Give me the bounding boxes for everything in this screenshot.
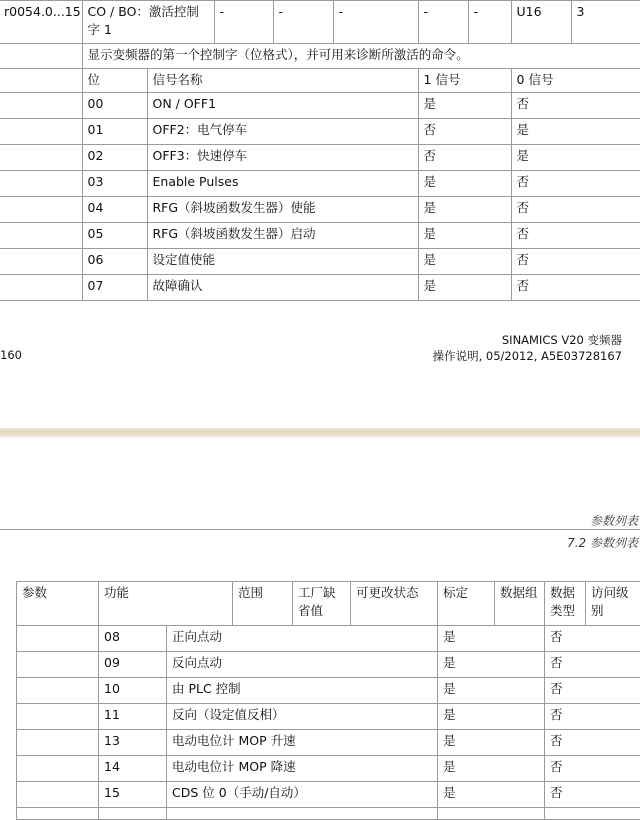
table-row (0, 197, 640, 223)
signal-cell: 反向点动 (167, 652, 438, 678)
description: 显示变频器的第一个控制字（位格式），并可用来诊断所激活的命令。 (82, 44, 640, 69)
function-cell: CO / BO：激活控制字 1 (82, 1, 214, 44)
zero-cell: 否 (545, 782, 640, 808)
manual-info: 操作说明, 05/2012, A5E03728167 (433, 348, 622, 364)
subsection-title: 7.2 参数列表 (567, 534, 638, 551)
signal-cell: CDS 位 0（手动/自动） (167, 782, 438, 808)
top-parameter-table (0, 0, 640, 301)
signal-cell: 电动电位计 MOP 升速 (167, 730, 438, 756)
bit-cell: 13 (99, 730, 167, 756)
col-data-type: 数据类型 (545, 582, 586, 626)
zero-cell: 否 (545, 678, 640, 704)
bottom-parameter-table (16, 581, 640, 820)
table-row (0, 223, 640, 249)
signal-cell: 电动电位计 MOP 降速 (167, 756, 438, 782)
signal-cell: Enable Pulses (147, 171, 418, 197)
table-row (17, 652, 640, 678)
one-cell: 是 (438, 756, 545, 782)
table-row (0, 249, 640, 275)
bit-cell: 10 (99, 678, 167, 704)
table-row (17, 756, 640, 782)
change-state-cell: - (333, 1, 418, 44)
table-row (0, 119, 640, 145)
signal-cell: ON / OFF1 (147, 93, 418, 119)
zero-cell: 否 (545, 730, 640, 756)
bit-cell: 03 (82, 171, 147, 197)
one-cell: 是 (418, 93, 511, 119)
col-default: 工厂缺省值 (293, 582, 351, 626)
zero-cell: 是 (511, 145, 640, 171)
one-cell: 是 (438, 730, 545, 756)
one-cell: 是 (418, 275, 511, 301)
bit-cell: 01 (82, 119, 147, 145)
header-rule (0, 529, 640, 530)
zero-cell: 否 (511, 223, 640, 249)
signal-cell: 设定值使能 (147, 249, 418, 275)
bit-cell: 08 (99, 626, 167, 652)
signal-cell: 由 PLC 控制 (167, 678, 438, 704)
signal-cell: 故障确认 (147, 275, 418, 301)
product-name: SINAMICS V20 变频器 (502, 332, 622, 348)
table-row (17, 782, 640, 808)
page-number: 160 (0, 348, 22, 362)
header-bit: 位 (82, 69, 147, 93)
signal-cell: RFG（斜坡函数发生器）使能 (147, 197, 418, 223)
bit-cell: 05 (82, 223, 147, 249)
table-row (0, 93, 640, 119)
one-cell: 是 (438, 626, 545, 652)
range-cell: - (214, 1, 273, 44)
table-row (0, 171, 640, 197)
default-cell: - (273, 1, 333, 44)
zero-cell: 否 (511, 197, 640, 223)
one-cell: 否 (418, 119, 511, 145)
table-row (17, 704, 640, 730)
one-cell: 是 (438, 652, 545, 678)
header-zero: 0 信号 (511, 69, 640, 93)
bit-cell: 00 (82, 93, 147, 119)
col-scaling: 标定 (438, 582, 495, 626)
dataset-cell: - (468, 1, 511, 44)
zero-cell: 否 (545, 626, 640, 652)
page-divider (0, 428, 640, 436)
bit-cell: 15 (99, 782, 167, 808)
bit-cell: 07 (82, 275, 147, 301)
one-cell: 是 (438, 704, 545, 730)
table-row (0, 275, 640, 301)
one-cell: 否 (418, 145, 511, 171)
col-dataset: 数据组 (495, 582, 545, 626)
header-one: 1 信号 (418, 69, 511, 93)
bit-cell: 06 (82, 249, 147, 275)
one-cell: 是 (438, 782, 545, 808)
param-id: r0054.0...15 (0, 1, 82, 44)
one-cell: 是 (418, 197, 511, 223)
zero-cell: 否 (545, 756, 640, 782)
zero-cell: 否 (511, 93, 640, 119)
header-signal: 信号名称 (147, 69, 418, 93)
col-function: 功能 (99, 582, 233, 626)
one-cell: 是 (418, 171, 511, 197)
signal-cell: 正向点动 (167, 626, 438, 652)
col-access-level: 访问级别 (586, 582, 640, 626)
section-title: 参数列表 (590, 512, 638, 529)
zero-cell: 否 (511, 249, 640, 275)
col-range: 范围 (233, 582, 293, 626)
col-change-state: 可更改状态 (351, 582, 438, 626)
access-level-cell: 3 (571, 1, 640, 44)
table-row (17, 730, 640, 756)
bit-cell: 11 (99, 704, 167, 730)
zero-cell: 否 (545, 652, 640, 678)
col-param: 参数 (17, 582, 99, 626)
table-row (17, 678, 640, 704)
data-type-cell: U16 (511, 1, 571, 44)
bit-cell: 09 (99, 652, 167, 678)
bit-cell: 14 (99, 756, 167, 782)
zero-cell: 是 (511, 119, 640, 145)
zero-cell: 否 (545, 704, 640, 730)
zero-cell: 否 (511, 275, 640, 301)
signal-cell: OFF2：电气停车 (147, 119, 418, 145)
table-row (17, 626, 640, 652)
signal-cell: RFG（斜坡函数发生器）启动 (147, 223, 418, 249)
scaling-cell: - (418, 1, 468, 44)
table-row (0, 145, 640, 171)
one-cell: 是 (438, 678, 545, 704)
zero-cell: 否 (511, 171, 640, 197)
signal-cell: OFF3：快速停车 (147, 145, 418, 171)
signal-cell: 反向（设定值反相） (167, 704, 438, 730)
one-cell: 是 (418, 223, 511, 249)
page-divider-shadow (0, 436, 640, 438)
one-cell: 是 (418, 249, 511, 275)
bit-cell: 04 (82, 197, 147, 223)
bit-cell: 02 (82, 145, 147, 171)
